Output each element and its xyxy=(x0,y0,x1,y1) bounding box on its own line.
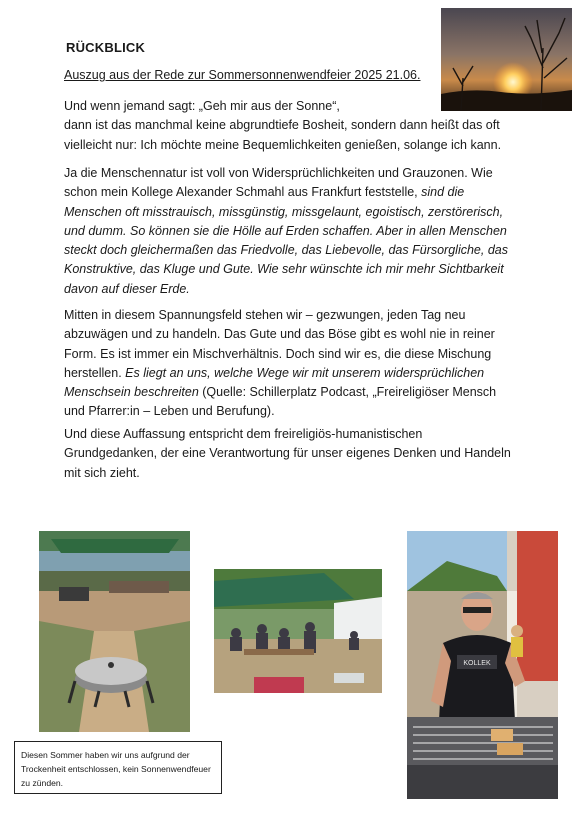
paragraph-2-text: Ja die Menschennatur ist voll von Widersprüchlichkeiten und Grauzonen. Wie schon mein Kollege Alexander Schmahl aus Frankfurt feststelle, xyxy=(64,166,493,200)
paragraph-1-line-2: dann ist das manchmal keine abgrundtiefe Bosheit, sondern dann heißt das oft vielleicht nur: Ich möchte meine Bequemlichkeiten genießen, solange ich kann. xyxy=(64,118,502,152)
paragraph-4: Und diese Auffassung entspricht dem freireligiös-humanistischen Grundgedanken, der eine Verantwortung für unser eigenes Denken und Handeln mit sich zieht. xyxy=(64,427,511,480)
paragraph-2-quote: sind die Menschen oft misstrauisch, missgünstig, missgelaunt, egoistisch, zerstörerisch, und dumm. So können sie die Hölle auf Erden schaffen. Aber in allen Menschen steckt doch gleichermaßen das Friedvolle, das Liebevolle, das Fürsorgliche, das Konstruktive, das Kluge und Gute. Wie sehr wünschte ich mir mehr Sichtbarkeit davon auf dieser Erde. xyxy=(64,185,508,296)
shirt-print: KOLLEK xyxy=(463,660,491,667)
photo-caption-box: Diesen Sommer haben wir uns aufgrund der Trockenheit entschlossen, kein Sonnenwendfeuer zu zünden. xyxy=(14,741,222,794)
grill-photo xyxy=(407,531,558,799)
paragraph-2 xyxy=(64,164,514,299)
paragraph-3-source: (Quelle: Schillerplatz Podcast, „Freireligiöser Mensch und Pfarrer:in – Leben und Berufung). xyxy=(64,385,497,419)
gathering-photo xyxy=(214,569,382,693)
paragraph-3-quote: Es liegt an uns, welche Wege wir mit unserem widersprüchlichen Menschsein beschreiten xyxy=(64,365,485,400)
firepit-photo xyxy=(39,531,190,732)
paragraph-3-text: Mitten in diesem Spannungsfeld stehen wir – gezwungen, jeden Tag neu abzuwägen und zu handeln. Das Gute und das Böse gibt es wohl nie in reiner Form. Es ist immer ein Mischverhältnis. Doch sind wir es, die diese Mischung herstellen. xyxy=(64,308,495,380)
speech-subtitle: Auszug aus der Rede zur Sommersonnenwendfeier 2025 21.06. xyxy=(64,68,421,82)
sunset-photo xyxy=(441,8,572,111)
paragraph-3 xyxy=(64,306,514,422)
page-title: RÜCKBLICK xyxy=(66,40,146,55)
paragraph-1-line-1: Und wenn jemand sagt: „Geh mir aus der Sonne“, xyxy=(64,99,340,113)
